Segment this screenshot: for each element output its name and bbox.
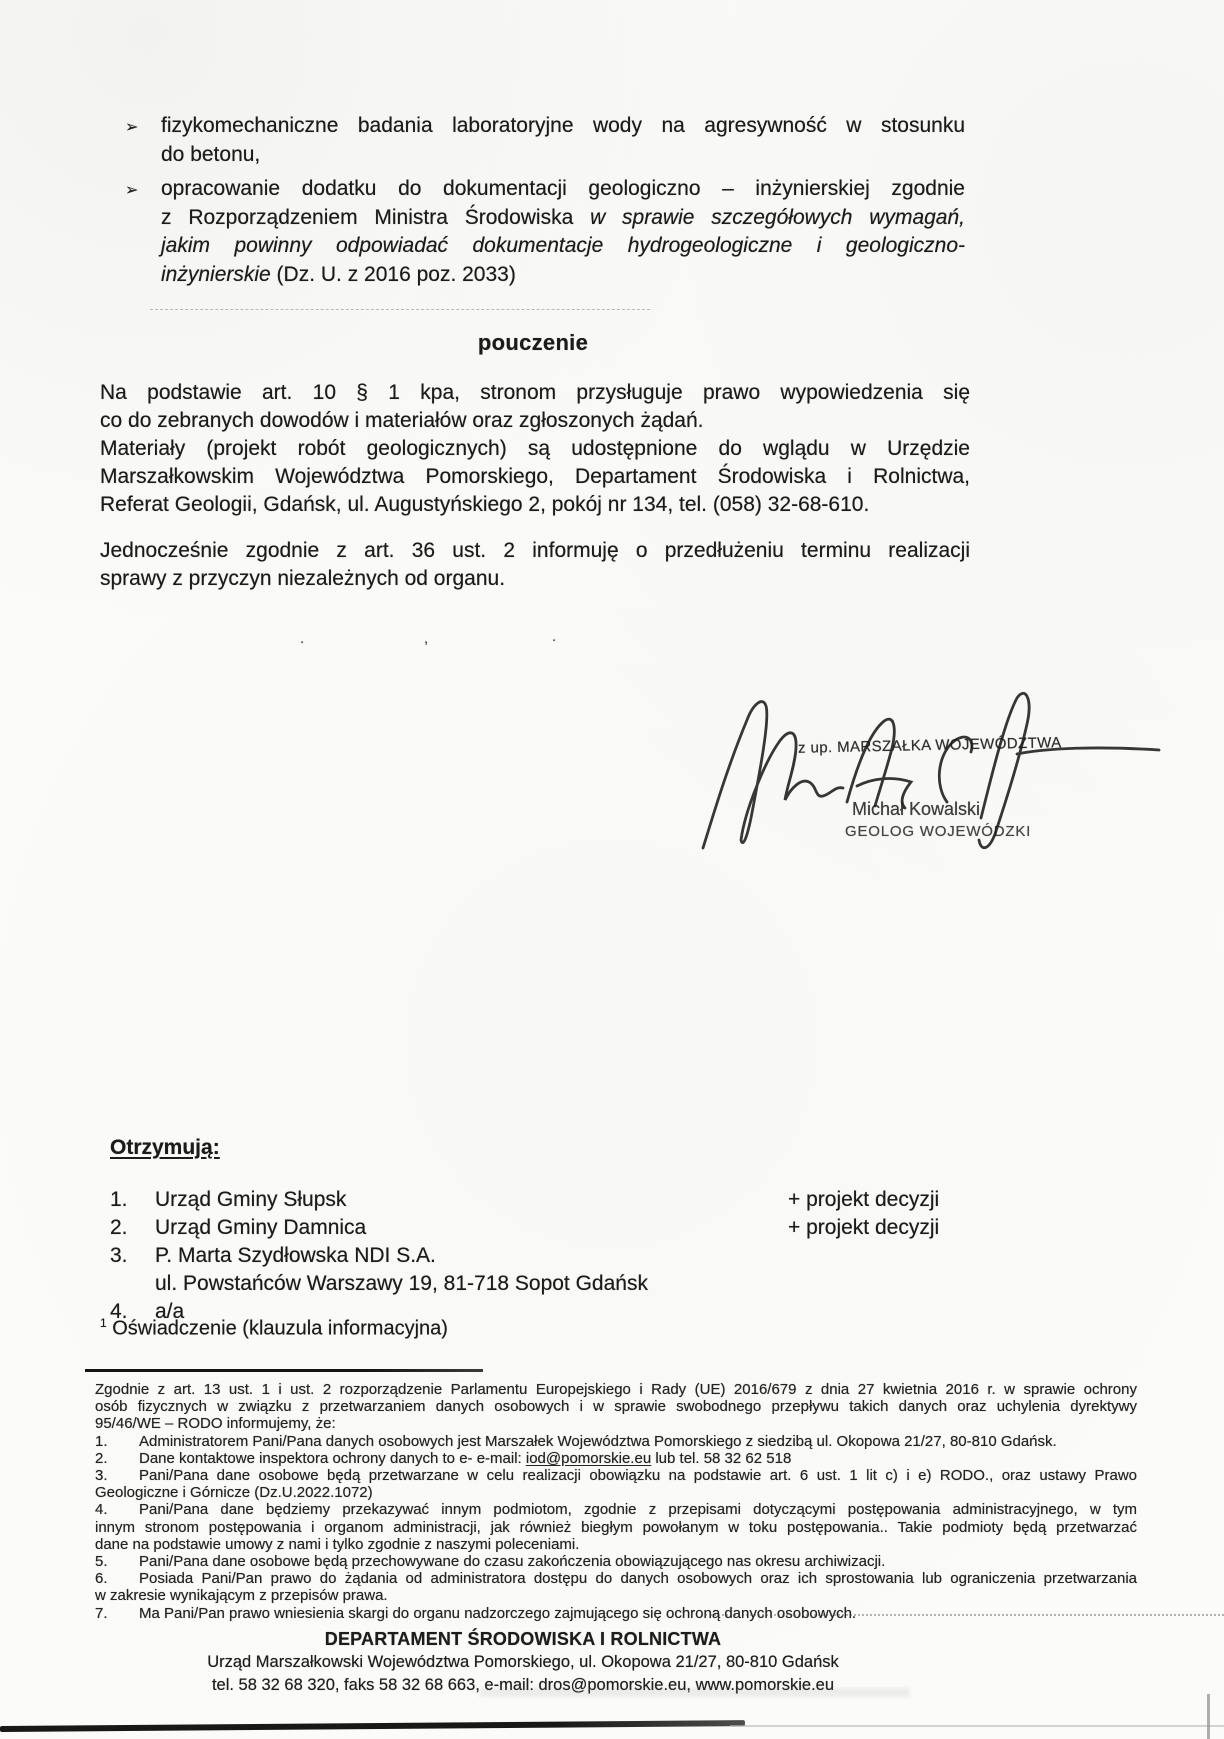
footnote-separator-line	[85, 1369, 483, 1372]
rodo-item-text: Pani/Pana dane osobowe będą przetwarzane w celu realizacji obowiązku na podstawie art. 6 ust. 1 lit c) i e) RODO., oraz ustawy Prawo	[139, 1467, 1137, 1485]
arrow-bullet-icon: ➢	[125, 119, 139, 136]
paragraph-line: co do zebranych dowodów i materiałów oraz zgłoszonych żądań.	[100, 409, 704, 432]
bullet-item	[125, 112, 965, 169]
paragraph-line: Marszałkowskim Województwa Pomorskiego, Departament Środowiska i Rolnictwa,	[100, 465, 970, 488]
paragraph-line: sprawy z przyczyn niezależnych od organu.	[100, 567, 506, 590]
recipient-row	[110, 1270, 1070, 1298]
arrow-bullet-icon: ➢	[125, 182, 139, 199]
rodo-line	[95, 1450, 1137, 1467]
rodo-line: Geologiczne i Górnicze (Dz.U.2022.1072)	[95, 1484, 373, 1502]
bullet-line: jakim powinny odpowiadać dokumentacje hydrogeologiczne i geologiczno-	[161, 234, 965, 257]
recipient-row	[110, 1214, 1070, 1242]
recipient-number: 1.	[110, 1188, 128, 1211]
rodo-line: 95/46/WE – RODO informujemy, że:	[95, 1415, 336, 1433]
bullet-line	[161, 261, 965, 290]
footer-department: DEPARTAMENT ŚRODOWISKA I ROLNICTWA	[324, 1629, 722, 1649]
rodo-item-number: 7.	[95, 1604, 108, 1622]
extension-notice-paragraph	[100, 537, 970, 593]
recipient-text: Urząd Gminy Słupsk	[155, 1188, 347, 1211]
bullet-line	[161, 204, 965, 233]
rodo-line	[95, 1467, 1137, 1484]
rodo-item-text: Pani/Pana dane osobowe będą przechowywane do czasu zakończenia obowiązującego nas okresu archiwizacji.	[139, 1553, 886, 1571]
scan-artifact-right-mark	[1207, 1694, 1210, 1739]
signatory-title: GEOLOG WOJEWÓDZKI	[845, 823, 1032, 840]
rodo-line: dane na podstawie umowy z nami i tylko zgodnie z naszymi poleceniami.	[95, 1535, 580, 1553]
bullet-item	[125, 175, 965, 289]
recipient-number: 2.	[110, 1216, 128, 1239]
recipient-note: + projekt decyzji	[788, 1188, 940, 1211]
rodo-item-text: Pani/Pana dane będziemy przekazywać innym podmiotom, zgodnie z przepisami dotyczącymi postępowania administracyjnego, w tym	[139, 1501, 1137, 1519]
bullet-line-segment-italic: inżynierskie	[161, 262, 271, 286]
rodo-line: w zakresie wynikającym z przepisów prawa.	[95, 1587, 388, 1605]
rodo-item-number: 5.	[95, 1553, 108, 1571]
recipient-note: + projekt decyzji	[788, 1216, 940, 1239]
rodo-item-text: Ma Pani/Pan prawo wniesienia skargi do organu nadzorczego zajmującego się ochroną danych osobowych.	[139, 1604, 857, 1622]
signature-authorization-text: z up. MARSZAŁKA WOJEWÓDZTWA	[797, 734, 1062, 757]
scan-artifact-bottom-thin-line	[730, 1725, 1224, 1727]
bullet-line: fizykomechaniczne badania laboratoryjne wody na agresywność w stosunku	[161, 114, 965, 137]
bullet-line: do betonu,	[161, 142, 261, 166]
rodo-line	[95, 1570, 1137, 1587]
section-heading: pouczenie	[477, 330, 589, 355]
recipient-text: P. Marta Szydłowska NDI S.A.	[155, 1244, 436, 1267]
instruction-paragraph	[100, 379, 970, 519]
rodo-line: osób fizycznych w związku z przetwarzaniem danych osobowych i w sprawie swobodnego przepływu takich danych oraz uchylenia dyrektywy	[95, 1398, 1137, 1416]
rodo-item-text: Administratorem Pani/Pana danych osobowych jest Marszałek Województwa Pomorskiego z siedzibą ul. Okopowa 21/27, 80-810 Gdańsk.	[139, 1432, 1057, 1450]
paragraph-line: Referat Geologii, Gdańsk, ul. Augustyńskiego 2, pokój nr 134, tel. (058) 32-68-610.	[100, 493, 870, 516]
rodo-item-text: Dane kontaktowe inspektora ochrony danych to e- e-mail:	[139, 1449, 526, 1467]
scan-artifact-smudge	[480, 1688, 910, 1697]
rodo-line: Zgodnie z art. 13 ust. 1 i ust. 2 rozporządzenie Parlamentu Europejskiego i Rady (UE) 2016/679 z dnia 27 kwietnia 2016 r. w sprawie ochrony	[95, 1381, 1137, 1398]
recipient-text: Urząd Gminy Damnica	[155, 1216, 367, 1239]
footnote-superscript: 1	[100, 1316, 107, 1330]
paragraph-line: Jednocześnie zgodnie z art. 36 ust. 2 informuję o przedłużeniu terminu realizacji	[100, 539, 970, 562]
scan-artifact-dot: ,	[424, 630, 429, 647]
scan-artifact-bottom-line	[0, 1720, 745, 1732]
handwritten-signature-scribble	[695, 676, 1165, 856]
rodo-line	[95, 1433, 1137, 1450]
recipient-text: a/a	[155, 1300, 185, 1323]
rodo-item-number: 3.	[95, 1467, 108, 1485]
rodo-information-clause	[95, 1381, 1137, 1622]
intro-bullet-list	[125, 112, 965, 289]
bullet-line-segment: (Dz. U. z 2016 poz. 2033)	[270, 262, 516, 286]
recipient-text: ul. Powstańców Warszawy 19, 81-718 Sopot Gdańsk	[155, 1272, 648, 1295]
footer-contact: tel. 58 32 68 320, faks 58 32 68 663, e-mail: dros@pomorskie.eu, www.pomorskie.eu	[211, 1676, 835, 1694]
signatory-name: Michał Kowalski	[852, 799, 981, 819]
rodo-line: innym stronom postępowania i organom administracji, jak również biegłym powołanym w toku postępowania.. Takie podmioty będą przetwarzać	[95, 1518, 1137, 1536]
recipient-number: 4.	[110, 1300, 128, 1323]
rodo-item-number: 2.	[95, 1449, 108, 1467]
attachment-footnote-text: Oświadczenie (klauzula informacyjna)	[106, 1317, 448, 1340]
rodo-item-number: 4.	[95, 1501, 108, 1519]
footer-address: Urząd Marszałkowski Województwa Pomorskiego, ul. Okopowa 21/27, 80-810 Gdańsk	[207, 1653, 839, 1671]
recipient-number: 3.	[110, 1244, 128, 1267]
recipients-heading: Otrzymują:	[110, 1136, 220, 1159]
scan-artifact-line	[150, 309, 650, 310]
department-footer	[0, 1627, 1046, 1697]
paragraph-line: Na podstawie art. 10 § 1 kpa, stronom przysługuje prawo wypowiedzenia się	[100, 381, 970, 404]
rodo-item-number: 6.	[95, 1570, 108, 1588]
scan-artifact-dot: .	[552, 628, 557, 645]
recipient-row	[110, 1186, 1070, 1214]
recipients-list	[110, 1186, 1070, 1326]
email-text: iod@pomorskie.eu	[525, 1449, 652, 1467]
bullet-line-segment-italic: w sprawie szczegółowych wymagań,	[590, 205, 965, 229]
rodo-line	[95, 1553, 1137, 1570]
scan-artifact-dot: .	[300, 630, 305, 647]
bullet-line-segment: z Rozporządzeniem Ministra Środowiska	[161, 205, 591, 229]
recipient-row	[110, 1242, 1070, 1270]
rodo-line	[95, 1501, 1137, 1518]
rodo-item-text: lub tel. 58 32 62 518	[651, 1449, 792, 1467]
paragraph-line: Materiały (projekt robót geologicznych) są udostępnione do wglądu w Urzędzie	[100, 437, 970, 460]
rodo-item-number: 1.	[95, 1432, 108, 1450]
bullet-line: opracowanie dodatku do dokumentacji geologiczno – inżynierskiej zgodnie	[161, 177, 965, 200]
rodo-item-text: Posiada Pani/Pan prawo do żądania od administratora dostępu do danych osobowych oraz ich sprostowania lub ograniczenia przetwarzania	[139, 1570, 1137, 1588]
scan-artifact-dotted-line	[705, 1614, 1224, 1616]
attachment-footnote	[100, 1316, 448, 1341]
